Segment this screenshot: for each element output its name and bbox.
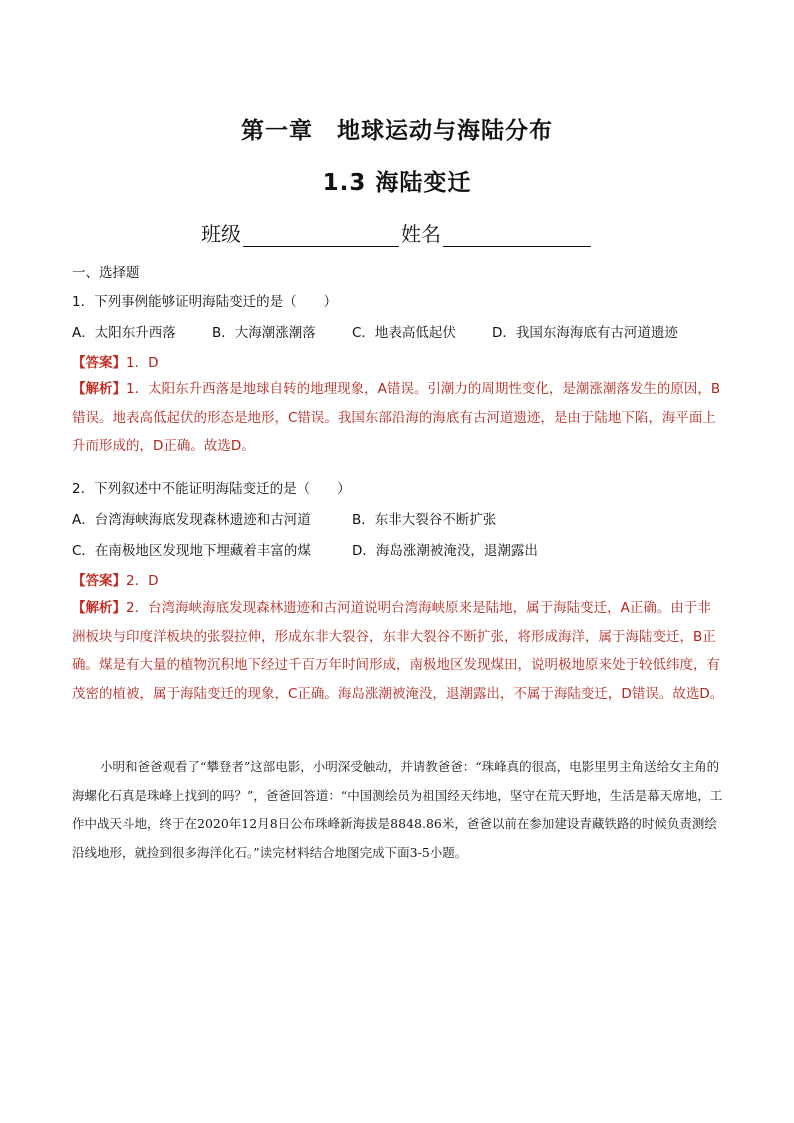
- option-c: C．地表高低起伏: [352, 325, 456, 341]
- option-a: A．台湾海峡海底发现森林遗迹和古河道: [72, 512, 311, 528]
- class-name-line: [0, 218, 794, 247]
- question-options: [72, 321, 678, 341]
- material-text: 小明和爸爸观看了“攀登者”这部电影，小明深受触动，并请教爸爸：“珠峰真的很高，电影里男主角送给女主角的海螺化石真是珠峰上找到的吗？”，爸爸回答道：“中国测绘员为祖国经天纬地，坚守在荒天野地，生活是幕天席地，工作中战天斗地，终于在2020年12月8日公布珠峰新海拔是8848.86米，爸爸以前在参加建设青藏铁路的时候负责测绘沿线地形，就捡到很多海洋化石。”读完材料结合地图完成下面3-5小题。: [72, 759, 723, 860]
- analysis-text: 2．台湾海峡海底发现森林遗迹和古河道说明台湾海峡原来是陆地，属于海陆变迁，A正确。由于非洲板块与印度洋板块的张裂拉伸，形成东非大裂谷，东非大裂谷不断扩张，将形成海洋，属于海陆变迁，B正确。煤是有大量的植物沉积地下经过千百万年时间形成，南极地区发现煤田，说明极地原来处于较低纬度，有茂密的植被，属于海陆变迁的现象，C正确。海岛涨潮被淹没，退潮露出，不属于海陆变迁，D错误。故选D。: [72, 600, 724, 703]
- answer-label: 【答案】: [72, 355, 126, 371]
- analysis-text: 1．太阳东升西落是地球自转的地理现象，A错误。引潮力的周期性变化，是潮涨潮落发生的原因，B错误。地表高低起伏的形态是地形，C错误。我国东部沿海的海底有古河道遗迹，是由于陆地下陷，海平面上升而形成的，D正确。故选D。: [72, 381, 721, 455]
- option-a: A．太阳东升西落: [72, 325, 176, 341]
- option-d: D．我国东海海底有古河道遗迹: [492, 325, 678, 341]
- section-title: 1.3 海陆变迁: [322, 170, 472, 196]
- question-options: [72, 539, 538, 559]
- analysis-paragraph: [72, 375, 724, 461]
- class-label: 班级: [201, 222, 241, 246]
- question-options: [72, 508, 496, 528]
- question-stem: 2．下列叙述中不能证明海陆变迁的是（ ）: [72, 481, 351, 497]
- option-d: D．海岛涨潮被淹没，退潮露出: [352, 543, 538, 559]
- name-label: 姓名: [401, 222, 441, 246]
- section-heading: 一、选择题: [72, 265, 140, 281]
- name-blank: [443, 226, 591, 247]
- answer-text: 1．D: [126, 355, 159, 371]
- option-b: B．东非大裂谷不断扩张: [352, 512, 497, 528]
- answer-line: [72, 351, 158, 371]
- analysis-label: 【解析】: [72, 381, 126, 397]
- material-passage: [72, 753, 724, 867]
- answer-line: [72, 569, 158, 589]
- class-blank: [243, 226, 399, 247]
- answer-label: 【答案】: [72, 573, 126, 589]
- option-b: B．大海潮涨潮落: [212, 325, 316, 341]
- answer-text: 2．D: [126, 573, 159, 589]
- chapter-title: 第一章 地球运动与海陆分布: [241, 118, 553, 144]
- analysis-paragraph: [72, 594, 724, 709]
- option-c: C．在南极地区发现地下埋藏着丰富的煤: [72, 543, 311, 559]
- question-stem: 1．下列事例能够证明海陆变迁的是（ ）: [72, 294, 338, 310]
- analysis-label: 【解析】: [72, 600, 126, 616]
